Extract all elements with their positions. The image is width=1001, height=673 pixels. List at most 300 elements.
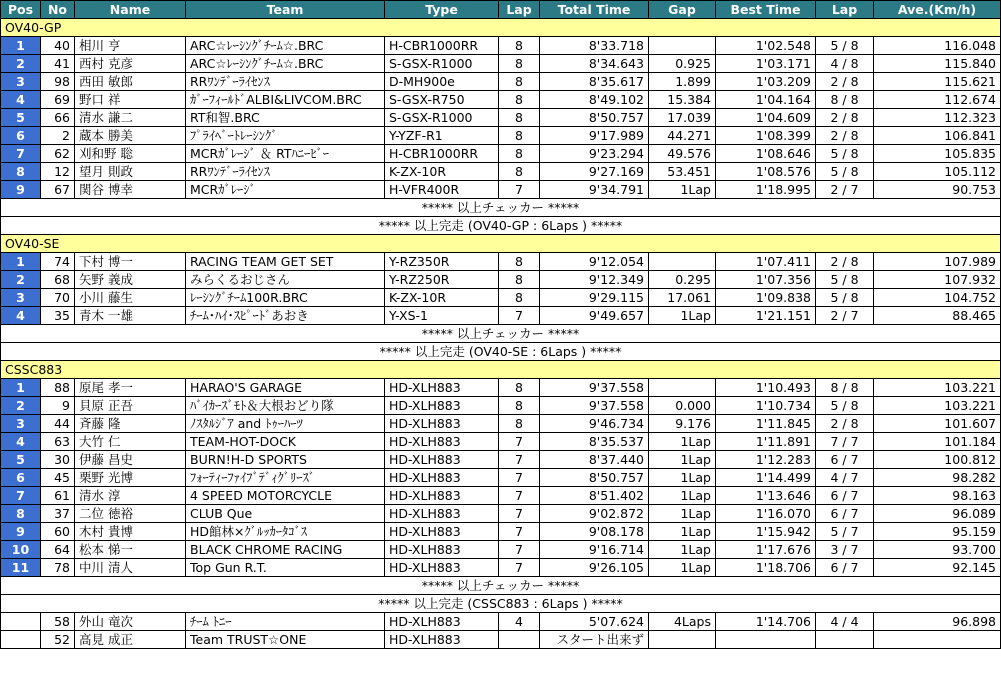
cell-gap: 0.295 — [649, 271, 716, 289]
cell-lap: 7 — [499, 469, 540, 487]
cell-ave: 103.221 — [874, 379, 1001, 397]
category-row — [1, 361, 1001, 379]
cell-bestlap: 2 / 8 — [816, 109, 874, 127]
cell-total: 9'46.734 — [540, 415, 649, 433]
cell-type: HD-XLH883 — [385, 415, 499, 433]
cell-total: 8'50.757 — [540, 469, 649, 487]
cell-lap: 7 — [499, 487, 540, 505]
cell-name: 伊藤 昌史 — [75, 451, 186, 469]
cell-gap: 1Lap — [649, 469, 716, 487]
cell-best: 1'03.209 — [716, 73, 816, 91]
cell-team: BURN!H-D SPORTS — [186, 451, 385, 469]
unranked-row — [1, 631, 1001, 649]
col-header: Type — [385, 1, 499, 19]
cell-type: HD-XLH883 — [385, 469, 499, 487]
cell-gap: 44.271 — [649, 127, 716, 145]
cell-best: 1'13.646 — [716, 487, 816, 505]
cell-bestlap: 3 / 7 — [816, 541, 874, 559]
cell-total: 9'26.105 — [540, 559, 649, 577]
result-row — [1, 127, 1001, 145]
col-header: Gap — [649, 1, 716, 19]
result-row — [1, 289, 1001, 307]
cell-ave: 104.752 — [874, 289, 1001, 307]
cell-total: 9'12.054 — [540, 253, 649, 271]
cell-best: 1'10.734 — [716, 397, 816, 415]
cell-lap: 8 — [499, 271, 540, 289]
result-row — [1, 505, 1001, 523]
cell-lap: 7 — [499, 541, 540, 559]
result-row — [1, 469, 1001, 487]
cell-ave: 90.753 — [874, 181, 1001, 199]
category-row — [1, 235, 1001, 253]
cell-ave: 115.621 — [874, 73, 1001, 91]
category-label: CSSC883 — [1, 361, 1001, 379]
cell-lap: 8 — [499, 163, 540, 181]
cell-pos: 4 — [1, 307, 41, 325]
cell-best: 1'10.493 — [716, 379, 816, 397]
checker-message-text: ***** 以上チェッカー ***** — [1, 577, 1001, 595]
cell-bestlap: 5 / 8 — [816, 163, 874, 181]
cell-name: 清水 淳 — [75, 487, 186, 505]
cell-name: 貝原 正吾 — [75, 397, 186, 415]
checker-message — [1, 199, 1001, 217]
cell-pos: 3 — [1, 289, 41, 307]
cell-best: 1'09.838 — [716, 289, 816, 307]
cell-total: 9'34.791 — [540, 181, 649, 199]
cell-total: 9'12.349 — [540, 271, 649, 289]
cell-bestlap: 2 / 7 — [816, 307, 874, 325]
result-row — [1, 163, 1001, 181]
cell-total: 9'37.558 — [540, 379, 649, 397]
cell-team: ﾌｫｰﾃｨｰﾌｧｲﾌﾞﾃﾞｨｸﾞﾘｰｽﾞ — [186, 469, 385, 487]
cell-team: 4 SPEED MOTORCYCLE — [186, 487, 385, 505]
cell-team: RRﾜﾝﾃﾞｰﾗｲｾﾝｽ — [186, 163, 385, 181]
finish-message-text: ***** 以上完走 (OV40-SE : 6Laps ) ***** — [1, 343, 1001, 361]
cell-name: 木村 貴博 — [75, 523, 186, 541]
cell-name: 原尾 孝一 — [75, 379, 186, 397]
cell-total: 9'17.989 — [540, 127, 649, 145]
cell-pos: 3 — [1, 415, 41, 433]
cell-type: S-GSX-R750 — [385, 91, 499, 109]
cell-gap — [649, 253, 716, 271]
cell-name: 大竹 仁 — [75, 433, 186, 451]
cell-lap — [499, 631, 540, 649]
cell-gap: 53.451 — [649, 163, 716, 181]
cell-gap: 1Lap — [649, 307, 716, 325]
cell-type: H-CBR1000RR — [385, 145, 499, 163]
col-header: Name — [75, 1, 186, 19]
cell-no: 74 — [41, 253, 75, 271]
cell-bestlap: 8 / 8 — [816, 91, 874, 109]
result-row — [1, 109, 1001, 127]
result-row — [1, 307, 1001, 325]
cell-ave — [874, 631, 1001, 649]
cell-best: 1'08.399 — [716, 127, 816, 145]
cell-total: 8'49.102 — [540, 91, 649, 109]
cell-team: MCRｶﾞﾚｰｼﾞ — [186, 181, 385, 199]
col-header: Total Time — [540, 1, 649, 19]
cell-pos: 5 — [1, 451, 41, 469]
result-row — [1, 181, 1001, 199]
cell-ave: 112.323 — [874, 109, 1001, 127]
cell-name: 蔵本 勝美 — [75, 127, 186, 145]
cell-gap: 1Lap — [649, 433, 716, 451]
cell-ave: 105.112 — [874, 163, 1001, 181]
cell-bestlap: 5 / 8 — [816, 145, 874, 163]
cell-total: スタート出来ず — [540, 631, 649, 649]
cell-team: ﾁｰﾑ･ﾊｲ･ｽﾋﾟｰﾄﾞあおき — [186, 307, 385, 325]
cell-best: 1'14.499 — [716, 469, 816, 487]
cell-team: ﾊﾞｲｶｰｽﾞﾓﾄ＆大根おどり隊 — [186, 397, 385, 415]
cell-no: 52 — [41, 631, 75, 649]
cell-bestlap — [816, 631, 874, 649]
cell-no: 9 — [41, 397, 75, 415]
cell-bestlap: 2 / 7 — [816, 181, 874, 199]
cell-name: 松本 悌一 — [75, 541, 186, 559]
cell-ave: 88.465 — [874, 307, 1001, 325]
result-row — [1, 541, 1001, 559]
cell-name: 清水 謙二 — [75, 109, 186, 127]
result-row — [1, 253, 1001, 271]
cell-ave: 116.048 — [874, 37, 1001, 55]
cell-type: HD-XLH883 — [385, 433, 499, 451]
checker-message — [1, 577, 1001, 595]
cell-team: みらくるおじさん — [186, 271, 385, 289]
cell-gap: 1.899 — [649, 73, 716, 91]
cell-name: 中川 清人 — [75, 559, 186, 577]
cell-bestlap: 5 / 8 — [816, 289, 874, 307]
cell-bestlap: 6 / 7 — [816, 451, 874, 469]
cell-name: 二位 徳裕 — [75, 505, 186, 523]
cell-total: 9'29.115 — [540, 289, 649, 307]
cell-no: 98 — [41, 73, 75, 91]
cell-name: 刈和野 聡 — [75, 145, 186, 163]
cell-lap: 7 — [499, 451, 540, 469]
cell-pos: 2 — [1, 55, 41, 73]
cell-team: RACING TEAM GET SET — [186, 253, 385, 271]
cell-gap: 49.576 — [649, 145, 716, 163]
cell-bestlap: 5 / 8 — [816, 37, 874, 55]
cell-lap: 8 — [499, 379, 540, 397]
finish-message — [1, 217, 1001, 235]
cell-no: 30 — [41, 451, 75, 469]
cell-no: 60 — [41, 523, 75, 541]
cell-pos: 8 — [1, 163, 41, 181]
cell-type: K-ZX-10R — [385, 289, 499, 307]
cell-bestlap: 8 / 8 — [816, 379, 874, 397]
cell-ave: 95.159 — [874, 523, 1001, 541]
cell-lap: 8 — [499, 55, 540, 73]
cell-type: HD-XLH883 — [385, 487, 499, 505]
cell-type: HD-XLH883 — [385, 559, 499, 577]
result-row — [1, 37, 1001, 55]
cell-no: 67 — [41, 181, 75, 199]
cell-lap: 7 — [499, 523, 540, 541]
cell-no: 78 — [41, 559, 75, 577]
cell-type: S-GSX-R1000 — [385, 109, 499, 127]
cell-type: K-ZX-10R — [385, 163, 499, 181]
cell-best: 1'07.356 — [716, 271, 816, 289]
unranked-row — [1, 613, 1001, 631]
cell-total: 8'35.537 — [540, 433, 649, 451]
cell-bestlap: 2 / 8 — [816, 253, 874, 271]
cell-name: 西村 克彦 — [75, 55, 186, 73]
cell-name: 矢野 義成 — [75, 271, 186, 289]
cell-no: 68 — [41, 271, 75, 289]
cell-no: 45 — [41, 469, 75, 487]
cell-type: HD-XLH883 — [385, 523, 499, 541]
cell-lap: 7 — [499, 181, 540, 199]
cell-type: H-VFR400R — [385, 181, 499, 199]
cell-best: 1'18.995 — [716, 181, 816, 199]
cell-name: 野口 祥 — [75, 91, 186, 109]
finish-message — [1, 343, 1001, 361]
cell-pos: 5 — [1, 109, 41, 127]
category-label: OV40-GP — [1, 19, 1001, 37]
cell-pos: 2 — [1, 271, 41, 289]
result-row — [1, 451, 1001, 469]
cell-total: 8'35.617 — [540, 73, 649, 91]
col-header: Best Time — [716, 1, 816, 19]
cell-best: 1'21.151 — [716, 307, 816, 325]
cell-name: 関谷 博幸 — [75, 181, 186, 199]
cell-best: 1'07.411 — [716, 253, 816, 271]
cell-total: 9'37.558 — [540, 397, 649, 415]
cell-no: 35 — [41, 307, 75, 325]
cell-ave: 105.835 — [874, 145, 1001, 163]
cell-type: HD-XLH883 — [385, 541, 499, 559]
col-header: No — [41, 1, 75, 19]
cell-team: ARC☆ﾚｰｼﾝｸﾞﾁｰﾑ☆.BRC — [186, 37, 385, 55]
cell-no: 12 — [41, 163, 75, 181]
cell-name: 西田 敏郎 — [75, 73, 186, 91]
cell-pos: 10 — [1, 541, 41, 559]
cell-gap: 1Lap — [649, 487, 716, 505]
cell-gap: 4Laps — [649, 613, 716, 631]
cell-pos — [1, 631, 41, 649]
result-row — [1, 559, 1001, 577]
cell-no: 70 — [41, 289, 75, 307]
cell-ave: 115.840 — [874, 55, 1001, 73]
cell-name: 外山 竜次 — [75, 613, 186, 631]
cell-ave: 96.898 — [874, 613, 1001, 631]
cell-type: HD-XLH883 — [385, 505, 499, 523]
cell-total: 9'02.872 — [540, 505, 649, 523]
cell-bestlap: 7 / 7 — [816, 433, 874, 451]
cell-type: HD-XLH883 — [385, 613, 499, 631]
cell-total: 8'34.643 — [540, 55, 649, 73]
cell-best: 1'03.171 — [716, 55, 816, 73]
cell-pos: 1 — [1, 37, 41, 55]
cell-ave: 101.184 — [874, 433, 1001, 451]
cell-no: 69 — [41, 91, 75, 109]
cell-name: 高見 成正 — [75, 631, 186, 649]
result-row — [1, 433, 1001, 451]
col-header: Ave.(Km/h) — [874, 1, 1001, 19]
cell-bestlap: 2 / 8 — [816, 415, 874, 433]
checker-message-text: ***** 以上チェッカー ***** — [1, 325, 1001, 343]
header-row — [1, 1, 1001, 19]
cell-name: 小川 藤生 — [75, 289, 186, 307]
cell-type: S-GSX-R1000 — [385, 55, 499, 73]
cell-bestlap: 6 / 7 — [816, 487, 874, 505]
result-row — [1, 271, 1001, 289]
cell-gap: 1Lap — [649, 541, 716, 559]
cell-type: HD-XLH883 — [385, 379, 499, 397]
cell-team: ﾁｰﾑ ﾄﾆｰ — [186, 613, 385, 631]
cell-no: 41 — [41, 55, 75, 73]
cell-gap — [649, 379, 716, 397]
cell-type: H-CBR1000RR — [385, 37, 499, 55]
cell-team: ﾌﾟﾗｲﾍﾞｰﾄﾚｰｼﾝｸﾞ — [186, 127, 385, 145]
cell-type: D-MH900e — [385, 73, 499, 91]
cell-lap: 8 — [499, 253, 540, 271]
cell-best: 1'08.646 — [716, 145, 816, 163]
cell-best: 1'04.609 — [716, 109, 816, 127]
cell-best: 1'18.706 — [716, 559, 816, 577]
cell-total: 9'08.178 — [540, 523, 649, 541]
cell-pos: 1 — [1, 253, 41, 271]
cell-ave: 93.700 — [874, 541, 1001, 559]
cell-pos: 7 — [1, 487, 41, 505]
cell-lap: 8 — [499, 397, 540, 415]
result-row — [1, 91, 1001, 109]
cell-total: 9'16.714 — [540, 541, 649, 559]
cell-ave: 106.841 — [874, 127, 1001, 145]
cell-gap: 1Lap — [649, 523, 716, 541]
cell-type: Y-RZ350R — [385, 253, 499, 271]
cell-total: 9'23.294 — [540, 145, 649, 163]
result-row — [1, 397, 1001, 415]
cell-total: 8'33.718 — [540, 37, 649, 55]
cell-gap: 17.061 — [649, 289, 716, 307]
cell-gap: 15.384 — [649, 91, 716, 109]
cell-team: ARC☆ﾚｰｼﾝｸﾞﾁｰﾑ☆.BRC — [186, 55, 385, 73]
cell-gap: 1Lap — [649, 505, 716, 523]
result-row — [1, 487, 1001, 505]
cell-ave: 101.607 — [874, 415, 1001, 433]
cell-name: 相川 亨 — [75, 37, 186, 55]
cell-no: 2 — [41, 127, 75, 145]
cell-team: ﾚｰｼﾝｸﾞﾁｰﾑ100R.BRC — [186, 289, 385, 307]
cell-team: HD館林×ｸﾞﾙｯｶｰﾀｺﾞｽ — [186, 523, 385, 541]
cell-total: 9'49.657 — [540, 307, 649, 325]
cell-no: 66 — [41, 109, 75, 127]
cell-pos — [1, 613, 41, 631]
cell-bestlap: 4 / 4 — [816, 613, 874, 631]
cell-best: 1'08.576 — [716, 163, 816, 181]
cell-bestlap: 2 / 8 — [816, 127, 874, 145]
cell-bestlap: 6 / 7 — [816, 505, 874, 523]
cell-pos: 4 — [1, 91, 41, 109]
cell-best: 1'11.891 — [716, 433, 816, 451]
cell-team: CLUB Que — [186, 505, 385, 523]
cell-team: Team TRUST☆ONE — [186, 631, 385, 649]
cell-total: 8'50.757 — [540, 109, 649, 127]
result-row — [1, 73, 1001, 91]
cell-total: 5'07.624 — [540, 613, 649, 631]
checker-message-text: ***** 以上チェッカー ***** — [1, 199, 1001, 217]
cell-pos: 1 — [1, 379, 41, 397]
cell-lap: 8 — [499, 91, 540, 109]
cell-ave: 98.163 — [874, 487, 1001, 505]
cell-lap: 8 — [499, 37, 540, 55]
cell-best: 1'14.706 — [716, 613, 816, 631]
finish-message — [1, 595, 1001, 613]
cell-name: 望月 則政 — [75, 163, 186, 181]
cell-ave: 98.282 — [874, 469, 1001, 487]
result-row — [1, 145, 1001, 163]
cell-team: MCRｶﾞﾚｰｼﾞ ＆ RTﾊﾆｰﾋﾞｰ — [186, 145, 385, 163]
cell-no: 44 — [41, 415, 75, 433]
cell-no: 61 — [41, 487, 75, 505]
cell-best: 1'16.070 — [716, 505, 816, 523]
cell-pos: 4 — [1, 433, 41, 451]
cell-type: HD-XLH883 — [385, 451, 499, 469]
cell-type: Y-XS-1 — [385, 307, 499, 325]
cell-pos: 8 — [1, 505, 41, 523]
cell-ave: 103.221 — [874, 397, 1001, 415]
cell-gap: 0.000 — [649, 397, 716, 415]
cell-gap: 1Lap — [649, 451, 716, 469]
result-row — [1, 415, 1001, 433]
cell-name: 栗野 光博 — [75, 469, 186, 487]
cell-pos: 6 — [1, 127, 41, 145]
cell-best: 1'17.676 — [716, 541, 816, 559]
cell-total: 8'51.402 — [540, 487, 649, 505]
cell-no: 62 — [41, 145, 75, 163]
cell-lap: 7 — [499, 559, 540, 577]
cell-ave: 92.145 — [874, 559, 1001, 577]
cell-team: Top Gun R.T. — [186, 559, 385, 577]
cell-no: 37 — [41, 505, 75, 523]
cell-no: 40 — [41, 37, 75, 55]
cell-name: 青木 一雄 — [75, 307, 186, 325]
cell-lap: 8 — [499, 109, 540, 127]
cell-best: 1'11.845 — [716, 415, 816, 433]
cell-type: Y-YZF-R1 — [385, 127, 499, 145]
cell-bestlap: 2 / 8 — [816, 73, 874, 91]
cell-pos: 7 — [1, 145, 41, 163]
col-header: Lap — [499, 1, 540, 19]
cell-lap: 7 — [499, 505, 540, 523]
finish-message-text: ***** 以上完走 (OV40-GP : 6Laps ) ***** — [1, 217, 1001, 235]
cell-name: 下村 博一 — [75, 253, 186, 271]
category-label: OV40-SE — [1, 235, 1001, 253]
cell-gap: 17.039 — [649, 109, 716, 127]
cell-name: 斉藤 隆 — [75, 415, 186, 433]
cell-gap — [649, 631, 716, 649]
cell-best: 1'15.942 — [716, 523, 816, 541]
cell-lap: 8 — [499, 127, 540, 145]
cell-no: 63 — [41, 433, 75, 451]
cell-team: RT和智.BRC — [186, 109, 385, 127]
cell-total: 8'37.440 — [540, 451, 649, 469]
cell-no: 88 — [41, 379, 75, 397]
cell-lap: 8 — [499, 415, 540, 433]
cell-lap: 4 — [499, 613, 540, 631]
cell-ave: 112.674 — [874, 91, 1001, 109]
cell-team: ﾉｽﾀﾙｼﾞｱ and ﾄｩｰﾊｰﾂ — [186, 415, 385, 433]
cell-bestlap: 5 / 7 — [816, 523, 874, 541]
cell-pos: 2 — [1, 397, 41, 415]
cell-bestlap: 4 / 7 — [816, 469, 874, 487]
cell-no: 64 — [41, 541, 75, 559]
result-row — [1, 523, 1001, 541]
cell-best: 1'04.164 — [716, 91, 816, 109]
cell-lap: 8 — [499, 73, 540, 91]
cell-lap: 7 — [499, 307, 540, 325]
